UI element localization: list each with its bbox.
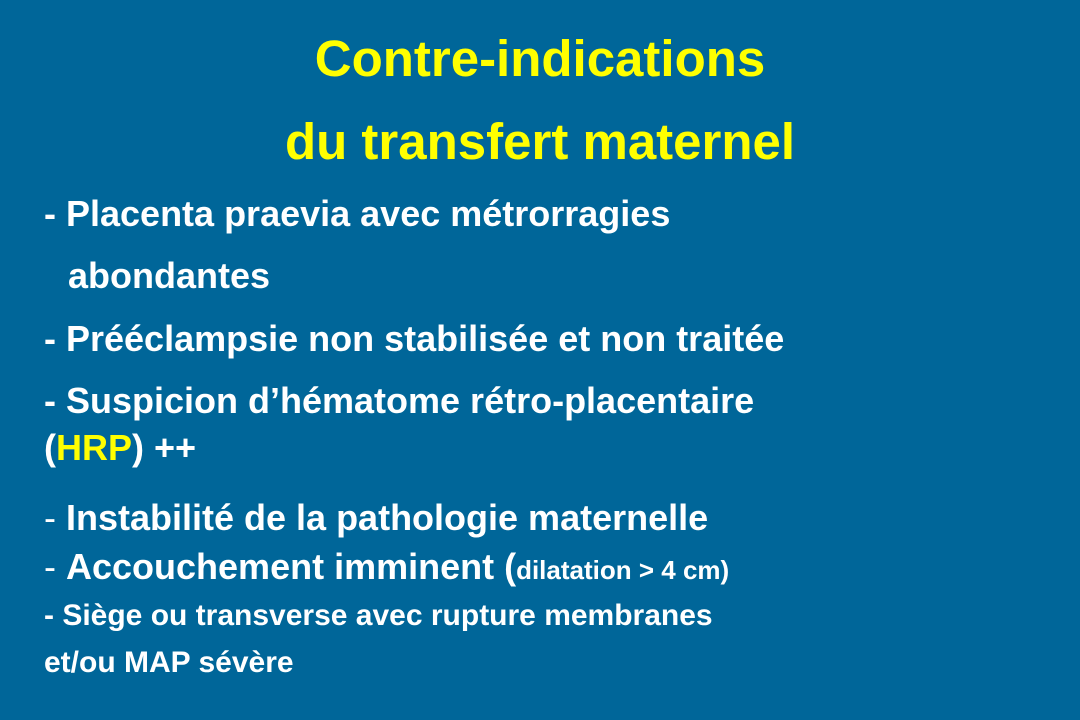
bullet-preeclampsie: - Prééclampsie non stabilisée et non traitée — [44, 318, 785, 359]
bullet-accouchement-text: Accouchement imminent ( — [66, 546, 517, 587]
bullet-dash: - — [44, 546, 66, 587]
hrp-abbreviation: HRP — [56, 427, 133, 468]
bullet-hematome: - Suspicion d’hématome rétro-placentaire — [44, 380, 755, 421]
bullet-accouchement — [44, 546, 730, 587]
bullet-siege-continued: et/ou MAP sévère — [44, 646, 294, 679]
bullet-hematome-continued — [44, 427, 197, 468]
bullet-instabilite — [44, 497, 709, 538]
hrp-open-paren: ( — [44, 427, 56, 468]
bullet-dash: - — [44, 497, 66, 538]
bullet-siege: - Siège ou transverse avec rupture membranes — [44, 599, 713, 632]
bullet-placenta-praevia: - Placenta praevia avec métrorragies — [44, 193, 671, 234]
bullet-accouchement-detail: dilatation > 4 cm) — [516, 555, 730, 585]
slide-title-line-2: du transfert maternel — [284, 113, 796, 170]
bullet-placenta-praevia-continued: abondantes — [68, 255, 271, 296]
hrp-close: ) ++ — [132, 427, 197, 468]
bullet-instabilite-text: Instabilité de la pathologie maternelle — [66, 497, 709, 538]
slide-title-line-1: Contre-indications — [314, 30, 766, 87]
